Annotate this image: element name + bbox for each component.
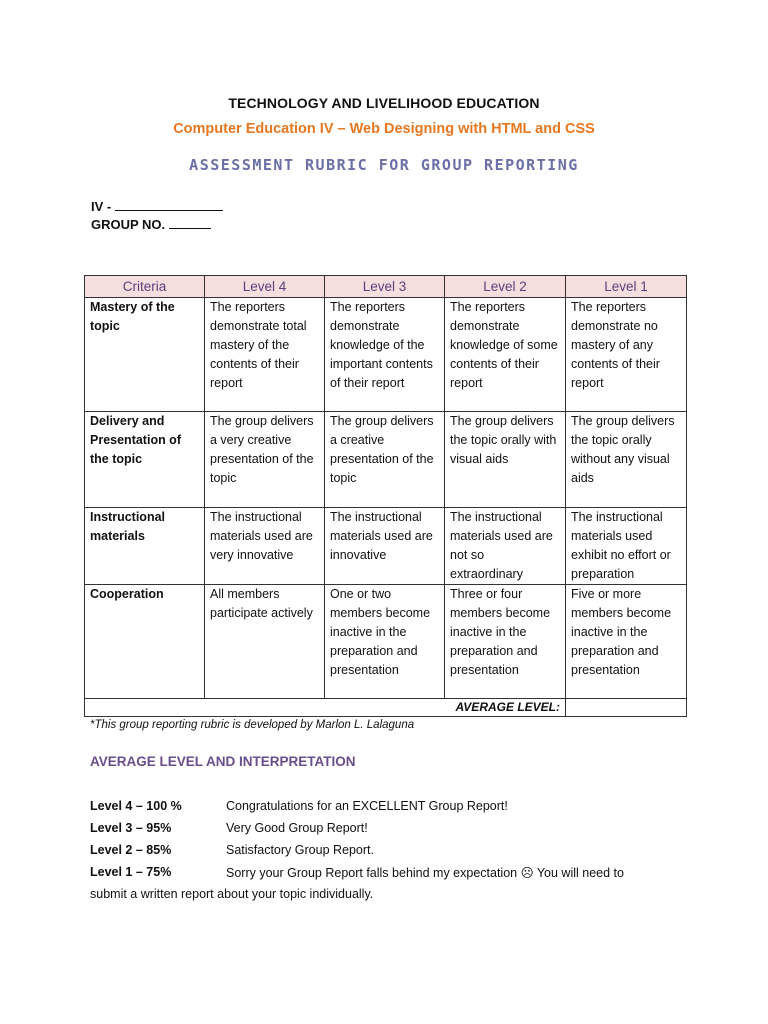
document-title: TECHNOLOGY AND LIVELIHOOD EDUCATION [228, 95, 540, 111]
table-cell: The instructional materials used exhibit no effort or preparation [566, 508, 687, 585]
section-field [91, 199, 223, 214]
table-cell: Five or more members become inactive in the preparation and presentation [566, 585, 687, 699]
table-row [85, 508, 687, 585]
table-row [85, 412, 687, 508]
table-cell: The group delivers the topic orally without any visual aids [566, 412, 687, 508]
rubric-title: ASSESSMENT RUBRIC FOR GROUP REPORTING [189, 156, 579, 174]
rubric-footnote: *This group reporting rubric is developed by Marlon L. Lalaguna [90, 719, 415, 731]
table-cell: Three or four members become inactive in the preparation and presentation [445, 585, 566, 699]
table-cell: The instructional materials used are very innovative [205, 508, 325, 585]
header-level-1: Level 1 [566, 276, 687, 298]
course-subtitle: Computer Education IV – Web Designing with HTML and CSS [173, 121, 595, 137]
table-row [85, 585, 687, 699]
criteria-cell: Delivery and Presentation of the topic [85, 412, 205, 508]
rubric-table [84, 275, 687, 717]
group-number-label: GROUP NO. [91, 217, 166, 232]
table-header-row [85, 276, 687, 298]
table-cell: The reporters demonstrate knowledge of some contents of their report [445, 298, 566, 412]
interpretation-text: Sorry your Group Report falls behind my expectation ☹ You will need to [226, 866, 624, 880]
header-level-3: Level 3 [325, 276, 445, 298]
table-cell: All members participate actively [205, 585, 325, 699]
interpretation-level: Level 3 – 95% [90, 821, 172, 835]
table-cell: The reporters demonstrate no mastery of any contents of their report [566, 298, 687, 412]
group-number-field [91, 217, 211, 232]
table-cell: The group delivers a very creative presentation of the topic [205, 412, 325, 508]
section-label: IV - [91, 199, 112, 214]
interpretation-level: Level 4 – 100 % [90, 799, 182, 813]
interpretation-text: Satisfactory Group Report. [226, 843, 374, 857]
header-criteria: Criteria [85, 276, 205, 298]
interpretation-text: Congratulations for an EXCELLENT Group Report! [226, 799, 508, 813]
table-cell: The instructional materials used are not so extraordinary [445, 508, 566, 585]
table-cell: The group delivers the topic orally with visual aids [445, 412, 566, 508]
average-level-row [85, 699, 687, 717]
table-cell: The reporters demonstrate knowledge of the important contents of their report [325, 298, 445, 412]
interpretation-level: Level 1 – 75% [90, 865, 172, 879]
criteria-cell: Instructional materials [85, 508, 205, 585]
table-row [85, 298, 687, 412]
table-cell: The instructional materials used are innovative [325, 508, 445, 585]
header-level-4: Level 4 [205, 276, 325, 298]
table-cell: One or two members become inactive in the preparation and presentation [325, 585, 445, 699]
interpretation-heading: AVERAGE LEVEL AND INTERPRETATION [90, 754, 356, 769]
table-cell: The reporters demonstrate total mastery of the contents of their report [205, 298, 325, 412]
criteria-cell: Cooperation [85, 585, 205, 699]
table-cell: The group delivers a creative presentation of the topic [325, 412, 445, 508]
interpretation-text: Very Good Group Report! [226, 821, 368, 835]
interpretation-level: Level 2 – 85% [90, 843, 172, 857]
average-level-label: AVERAGE LEVEL: [85, 699, 566, 717]
average-level-value [566, 699, 687, 717]
header-level-2: Level 2 [445, 276, 566, 298]
interpretation-continuation: submit a written report about your topic individually. [90, 887, 374, 901]
group-number-blank [169, 217, 211, 229]
section-blank [115, 199, 223, 211]
criteria-cell: Mastery of the topic [85, 298, 205, 412]
